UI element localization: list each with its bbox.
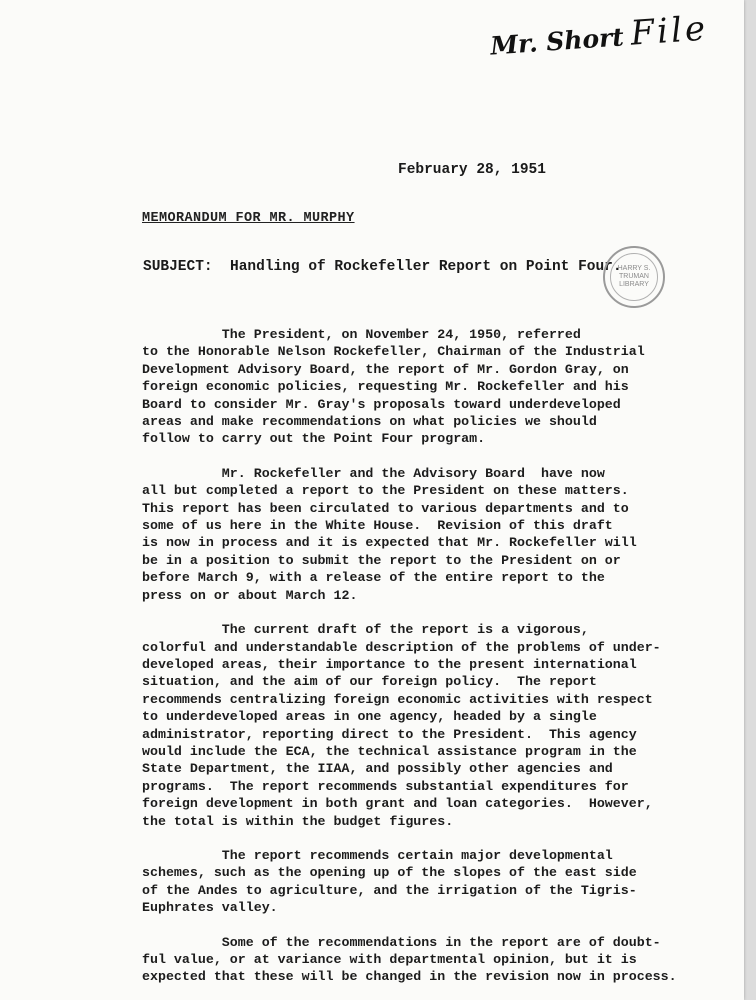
paragraph-5: Some of the recommendations in the report are of doubt- ful value, or at variance with departmental opinion, but it is expected that these will be changed in the revision now in process. [142,934,677,985]
handwritten-file-note: File [629,8,710,54]
memo-date: February 28, 1951 [398,162,546,178]
library-stamp-text: HARRY S. TRUMAN LIBRARY [617,264,651,289]
paragraph-1: The President, on November 24, 1950, referred to the Honorable Nelson Rockefeller, Chairman of the Industrial Development Advisory Board, the report of Mr. Gordon Gray, on foreign economic policies, requesting Mr. Rockefeller and his Board to consider Mr. Gray's proposals toward underdeveloped areas and make recommendations on what policies we should follow to carry out the Point Four program. [142,327,645,447]
paragraph-4: The report recommends certain major developmental schemes, such as the opening up of the slopes of the east side of the Andes to agriculture, and the irrigation of the Tigris- Euphrates valley. [142,847,637,916]
memo-subject: SUBJECT: Handling of Rockefeller Report on Point Four. [143,259,622,275]
memo-body [142,326,702,1000]
library-stamp [603,246,665,308]
handwritten-initials: Mr. Short [489,22,625,61]
paragraph-2: Mr. Rockefeller and the Advisory Board have now all but completed a report to the President on these matters. This report has been circulated to various departments and to some of us here in the White House. Revision of this draft is now in process and it is expected that Mr. Rockefeller will be in a position to submit the report to the President on or before March 9, with a release of the entire report to the press on or about March 12. [142,465,637,603]
handwritten-annotation [489,8,709,63]
memo-title: MEMORANDUM FOR MR. MURPHY [142,211,355,226]
paragraph-3: The current draft of the report is a vigorous, colorful and understandable description of the problems of under- developed areas, their importance to the present international situation, and the aim of our foreign policy. The report recommends centralizing foreign economic activities with respect to underdeveloped areas in one agency, headed by a single administrator, reporting direct to the President. This agency would include the ECA, the technical assistance program in the State Department, the IIAA, and possibly other agencies and programs. The report recommends substantial expenditures for foreign development in both grant and loan categories. However, the total is within the budget figures. [142,622,661,829]
